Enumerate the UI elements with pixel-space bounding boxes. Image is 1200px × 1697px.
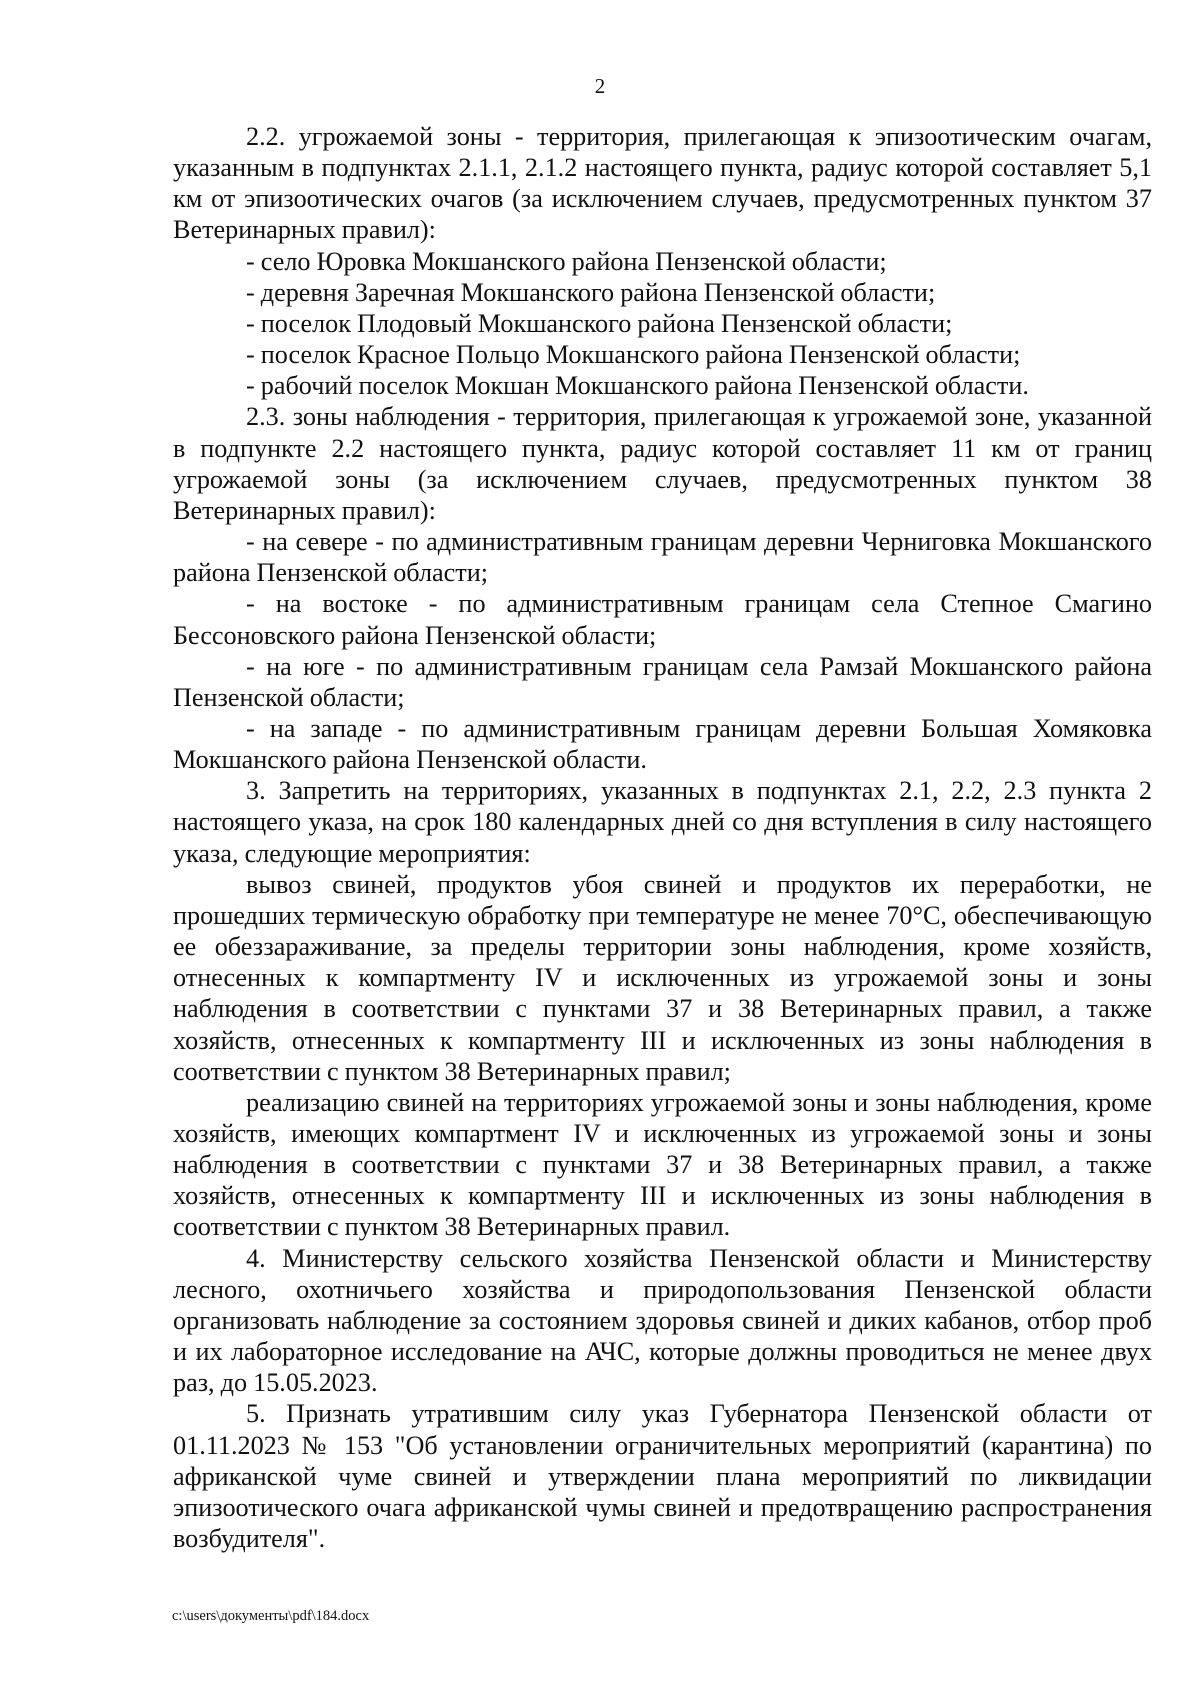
list-item-west: - на западе - по административным границам деревни Большая Хомяковка Мокшанского района Пензенской области. xyxy=(173,713,1152,775)
list-item-north: - на севере - по административным границам деревни Черниговка Мокшанского района Пензенской области; xyxy=(173,527,1152,588)
paragraph-2-2: 2.2. угрожаемой зоны - территория, прилегающая к эпизоотическим очагам, указанным в подпунктах 2.1.1, 2.1.2 настоящего пункта, радиус которой составляет 5,1 км от эпизоотических очагов (за исключением случаев, предусмотренных пунктом 37 Ветеринарных правил): xyxy=(173,122,1152,245)
page-number: 2 xyxy=(594,74,606,98)
list-item-plodovy: - поселок Плодовый Мокшанского района Пензенской области; xyxy=(246,308,953,338)
footer-file-path: c:\users\документы\pdf\184.docx xyxy=(172,1608,370,1624)
document-body xyxy=(173,121,1152,1554)
paragraph-5: 5. Признать утратившим силу указ Губернатора Пензенской области от 01.11.2023 № 153 "Об установлении ограничительных мероприятий (карантина) по африканской чуме свиней и утверждении плана мероприятий по ликвидации эпизоотического очага африканской чумы свиней и предотвращению распространения возбудителя". xyxy=(173,1399,1152,1554)
list-item-yurovka: - село Юровка Мокшанского района Пензенской области; xyxy=(246,246,887,276)
list-item-east: - на востоке - по административным границам села Степное Смагино Бессоновского района Пензенской области; xyxy=(173,589,1152,650)
paragraph-2-3: 2.3. зоны наблюдения - территория, прилегающая к угрожаемой зоне, указанной в подпункте 2.2 настоящего пункта, радиус которой составляет 11 км от границ угрожаемой зоны (за исключением случаев, предусмотренных пунктом 38 Ветеринарных правил): xyxy=(173,402,1152,525)
paragraph-3-sale-ban: реализацию свиней на территориях угрожаемой зоны и зоны наблюдения, кроме хозяйств, имеющих компартмент IV и исключенных из угрожаемой зоны и зоны наблюдения в соответствии с пунктами 37 и 38 Ветеринарных правил, а также хозяйств, отнесенных к компартменту III и исключенных из зоны наблюдения в соответствии с пунктом 38 Ветеринарных правил. xyxy=(173,1087,1152,1242)
paragraph-4: 4. Министерству сельского хозяйства Пензенской области и Министерству лесного, охотничьего хозяйства и природопользования Пензенской области организовать наблюдение за состоянием здоровья свиней и диких кабанов, отбор проб и их лабораторное исследование на АЧС, которые должны проводиться не менее двух раз, до 15.05.2023. xyxy=(173,1243,1152,1398)
list-item-zarechnaya: - деревня Заречная Мокшанского района Пензенской области; xyxy=(246,277,936,307)
list-item-krasnoe-poltso: - поселок Красное Польцо Мокшанского района Пензенской области; xyxy=(246,340,1021,370)
paragraph-3: 3. Запретить на территориях, указанных в подпунктах 2.1, 2.2, 2.3 пункта 2 настоящего указа, на срок 180 календарных дней со дня вступления в силу настоящего указа, следующие мероприятия: xyxy=(173,776,1152,868)
list-item-mokshan: - рабочий поселок Мокшан Мокшанского района Пензенской области. xyxy=(246,371,1029,401)
list-item-south: - на юге - по административным границам села Рамзай Мокшанского района Пензенской области; xyxy=(173,651,1152,712)
paragraph-3-export-ban: вывоз свиней, продуктов убоя свиней и продуктов их переработки, не прошедших термическую обработку при температуре не менее 70°С, обеспечивающую ее обеззараживание, за пределы территории зоны наблюдения, кроме хозяйств, отнесенных к компартменту IV и исключенных из угрожаемой зоны и зоны наблюдения в соответствии с пунктами 37 и 38 Ветеринарных правил, а также хозяйств, отнесенных к компартменту III и исключенных из зоны наблюдения в соответствии с пунктом 38 Ветеринарных правил; xyxy=(173,869,1152,1086)
